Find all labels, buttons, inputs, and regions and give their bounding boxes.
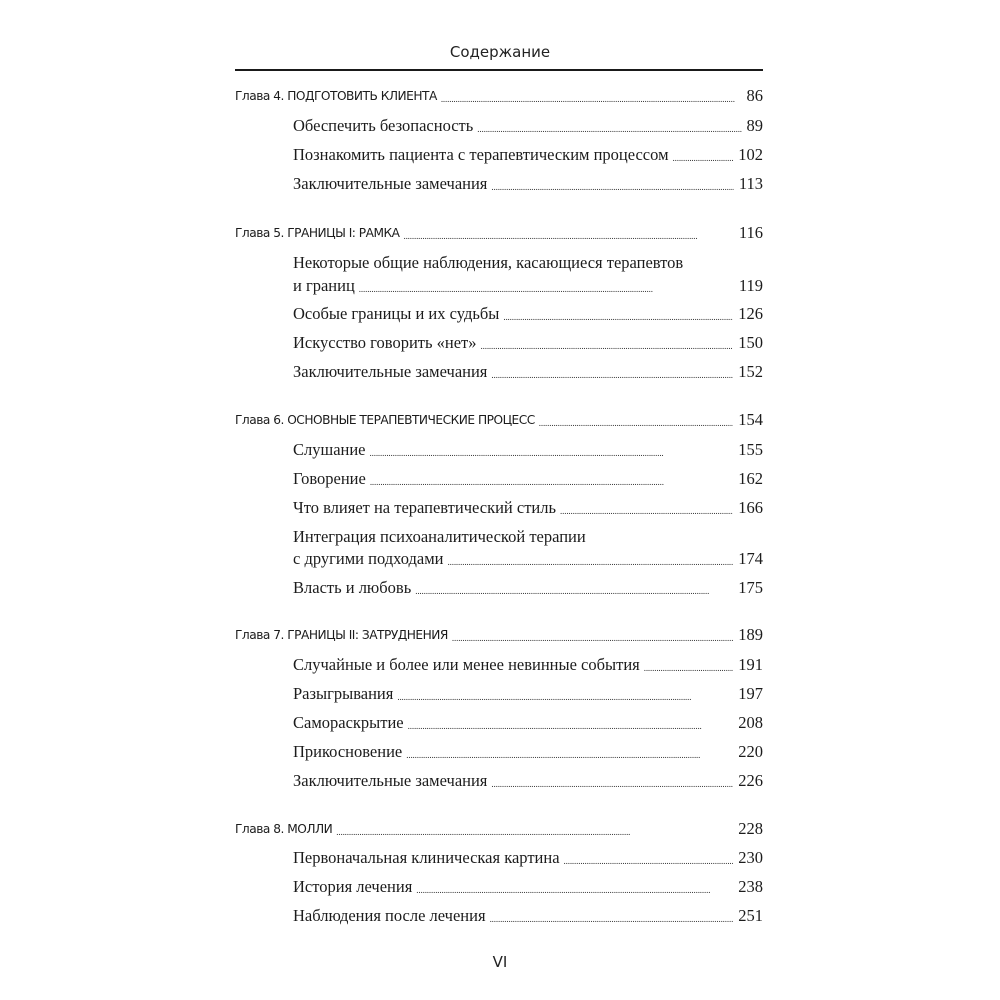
page-number: 175 bbox=[738, 578, 763, 597]
page-number: 86 bbox=[746, 86, 763, 105]
section-title-line1[interactable]: Некоторые общие наблюдения, касающиеся терапевтов bbox=[293, 253, 684, 272]
chapter-title: Глава 6. ОСНОВНЫЕ ТЕРАПЕВТИЧЕСКИЕ ПРОЦЕСС bbox=[235, 413, 535, 427]
leader-dots bbox=[415, 577, 733, 599]
leader-dots bbox=[441, 85, 742, 107]
section-title: Разыгрывания bbox=[293, 684, 394, 703]
toc-chapter-7[interactable] bbox=[0, 624, 763, 646]
toc-section[interactable] bbox=[0, 654, 763, 676]
page-number: 89 bbox=[746, 116, 763, 135]
page-number: 228 bbox=[738, 819, 763, 838]
toc-section[interactable] bbox=[0, 876, 763, 898]
page-number: 119 bbox=[738, 276, 763, 295]
page-number: 102 bbox=[738, 145, 763, 164]
page-number: 226 bbox=[738, 771, 763, 790]
leader-dots bbox=[408, 712, 734, 734]
chapter-title: Глава 8. МОЛЛИ bbox=[235, 822, 333, 836]
section-title: с другими подходами bbox=[293, 549, 444, 568]
section-title: Обеспечить безопасность bbox=[293, 116, 474, 135]
toc-chapter-4[interactable] bbox=[0, 85, 763, 107]
section-title: Познакомить пациента с терапевтическим процессом bbox=[293, 145, 669, 164]
leader-dots bbox=[644, 654, 734, 676]
page-number: 152 bbox=[738, 362, 763, 381]
section-title: Власть и любовь bbox=[293, 578, 412, 597]
toc-section[interactable] bbox=[0, 741, 763, 763]
page-number: 166 bbox=[738, 498, 763, 517]
leader-dots bbox=[336, 818, 733, 840]
toc-section[interactable] bbox=[0, 497, 763, 519]
page-number: 162 bbox=[738, 469, 763, 488]
leader-dots bbox=[673, 144, 734, 166]
running-header: Содержание bbox=[449, 43, 551, 61]
leader-dots bbox=[416, 876, 733, 898]
chapter-title: Глава 4. ПОДГОТОВИТЬ КЛИЕНТА bbox=[235, 89, 437, 103]
section-title: Заключительные замечания bbox=[293, 174, 488, 193]
toc-section[interactable] bbox=[0, 548, 763, 570]
section-title: Заключительные замечания bbox=[293, 771, 488, 790]
toc-section[interactable] bbox=[0, 712, 763, 734]
page-folio: VI bbox=[492, 953, 508, 971]
toc-section[interactable] bbox=[0, 144, 763, 166]
toc-section[interactable] bbox=[0, 683, 763, 705]
section-title: Самораскрытие bbox=[293, 713, 404, 732]
leader-dots bbox=[452, 624, 733, 646]
page-number: 154 bbox=[738, 410, 763, 429]
leader-dots bbox=[406, 741, 733, 763]
page-number: 230 bbox=[738, 848, 763, 867]
leader-dots bbox=[448, 548, 734, 570]
leader-dots bbox=[477, 115, 741, 137]
page-number: 189 bbox=[738, 625, 763, 644]
page-number: 197 bbox=[738, 684, 763, 703]
toc-section[interactable] bbox=[0, 439, 763, 461]
toc-section[interactable] bbox=[0, 275, 763, 297]
page-number: 113 bbox=[738, 174, 763, 193]
page-number: 238 bbox=[738, 877, 763, 896]
toc-chapter-6[interactable] bbox=[0, 409, 763, 431]
page-number: 155 bbox=[738, 440, 763, 459]
toc-section[interactable] bbox=[0, 468, 763, 490]
toc-section[interactable] bbox=[0, 770, 763, 792]
section-title-line1[interactable]: Интеграция психоаналитической терапии bbox=[293, 527, 586, 546]
section-title: Говорение bbox=[293, 469, 366, 488]
section-title: Наблюдения после лечения bbox=[293, 906, 486, 925]
leader-dots bbox=[491, 173, 733, 195]
page-number: 191 bbox=[738, 655, 763, 674]
section-title: Заключительные замечания bbox=[293, 362, 488, 381]
toc-chapter-5[interactable] bbox=[0, 222, 763, 244]
toc-section[interactable] bbox=[0, 847, 763, 869]
header-rule bbox=[235, 69, 763, 71]
toc-section[interactable] bbox=[0, 115, 763, 137]
toc-section[interactable] bbox=[0, 361, 763, 383]
page-number: 116 bbox=[738, 223, 763, 242]
section-title: Что влияет на терапевтический стиль bbox=[293, 498, 557, 517]
chapter-title: Глава 5. ГРАНИЦЫ I: РАМКА bbox=[235, 226, 400, 240]
leader-dots bbox=[370, 439, 734, 461]
page-number: 150 bbox=[738, 333, 763, 352]
leader-dots bbox=[370, 468, 733, 490]
page-number: 251 bbox=[738, 906, 763, 925]
toc-section[interactable] bbox=[0, 332, 763, 354]
section-title: Прикосновение bbox=[293, 742, 403, 761]
toc-section[interactable] bbox=[0, 905, 763, 927]
leader-dots bbox=[491, 770, 733, 792]
section-title: и границ bbox=[293, 276, 355, 295]
leader-dots bbox=[564, 847, 734, 869]
toc-section[interactable] bbox=[0, 173, 763, 195]
page-number: 220 bbox=[738, 742, 763, 761]
page-number: 208 bbox=[738, 713, 763, 732]
section-title: Первоначальная клиническая картина bbox=[293, 848, 560, 867]
section-title: Особые границы и их судьбы bbox=[293, 304, 500, 323]
section-title: Искусство говорить «нет» bbox=[293, 333, 477, 352]
chapter-title: Глава 7. ГРАНИЦЫ II: ЗАТРУДНЕНИЯ bbox=[235, 628, 448, 642]
leader-dots bbox=[359, 275, 734, 297]
section-title: Случайные и более или менее невинные события bbox=[293, 655, 640, 674]
leader-dots bbox=[539, 409, 734, 431]
leader-dots bbox=[397, 683, 733, 705]
leader-dots bbox=[481, 332, 734, 354]
section-title: История лечения bbox=[293, 877, 413, 896]
page-number: 126 bbox=[738, 304, 763, 323]
section-title: Слушание bbox=[293, 440, 366, 459]
leader-dots bbox=[491, 361, 733, 383]
page-number: 174 bbox=[738, 549, 763, 568]
toc-section[interactable] bbox=[0, 303, 763, 325]
leader-dots bbox=[403, 222, 733, 244]
toc-section[interactable] bbox=[0, 577, 763, 599]
leader-dots bbox=[560, 497, 733, 519]
leader-dots bbox=[503, 303, 733, 325]
leader-dots bbox=[490, 905, 734, 927]
toc-chapter-8[interactable] bbox=[0, 818, 763, 840]
